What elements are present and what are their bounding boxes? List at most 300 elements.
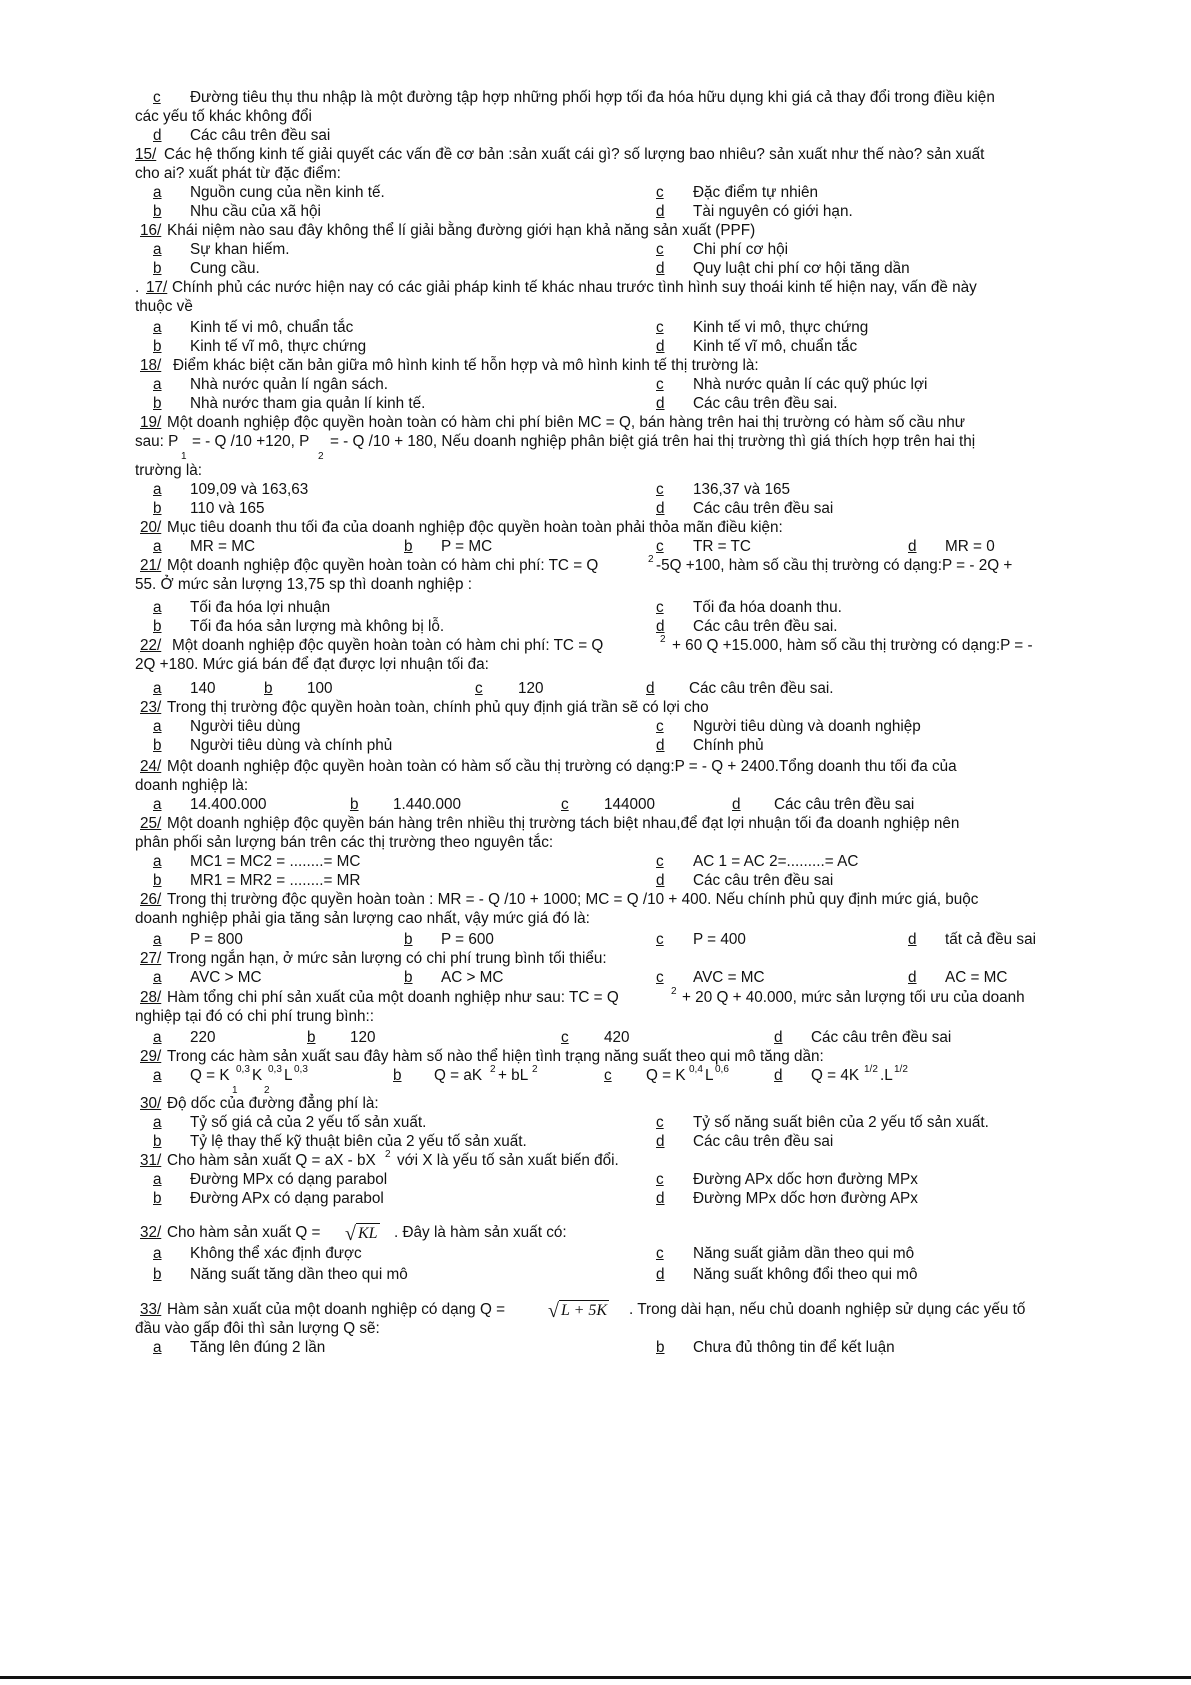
- option-letter: b: [264, 680, 273, 697]
- text-segment: Các câu trên đều sai: [693, 872, 834, 889]
- option-letter: b: [393, 1067, 402, 1084]
- option-letter: d: [908, 969, 917, 986]
- text-segment: Trong ngắn hạn, ở mức sản lượng có chi phí trung bình tối thiểu:: [167, 950, 607, 967]
- text-segment: Điểm khác biệt căn bản giữa mô hình kinh tế hỗn hợp và mô hình kinh tế thị trường là:: [173, 357, 759, 374]
- text-line: [0, 553, 1191, 575]
- superscript: 0,3: [294, 1063, 308, 1075]
- text-segment: Các hệ thống kinh tế giải quyết các vấn đề cơ bản :sản xuất cái gì? số lượng bao nhiêu? sản xuất như thế nào? sản xuất: [164, 146, 985, 163]
- option-letter: b: [153, 872, 162, 889]
- text-line: [0, 1148, 1191, 1170]
- option-letter: b: [153, 338, 162, 355]
- text-line: [0, 394, 1191, 413]
- option-letter: c: [656, 376, 664, 393]
- text-segment: cho ai? xuất phát từ đặc điểm:: [135, 165, 341, 182]
- text-segment: Các câu trên đều sai: [190, 127, 331, 144]
- script-text: [385, 1149, 391, 1168]
- radicand: KL: [357, 1225, 378, 1242]
- text-line: [0, 1007, 1191, 1026]
- text-line: [0, 1028, 1191, 1047]
- text-segment: Cho hàm sản xuất Q =: [167, 1224, 321, 1241]
- text-line: [0, 1265, 1191, 1284]
- option-letter: a: [153, 1171, 162, 1188]
- option-letter: d: [646, 680, 655, 697]
- text-line: [0, 356, 1191, 375]
- question-number: 16/: [140, 222, 162, 239]
- text-segment: Các câu trên đều sai.: [693, 618, 838, 635]
- text-segment: Một doanh nghiệp độc quyền bán hàng trên nhiều thị trường tách biệt nhau,để đạt lợi nhuận tối đa doanh nghiệp nên: [167, 815, 960, 832]
- text-segment: Tối đa hóa sản lượng mà không bị lỗ.: [190, 618, 445, 635]
- option-letter: b: [153, 500, 162, 517]
- option-letter: c: [656, 1114, 664, 1131]
- text-segment: Chính phủ các nước hiện nay có các giải pháp kinh tế khác nhau trước tình hình suy thoái kinh tế hiện nay, vấn đề này: [172, 279, 977, 296]
- option-letter: b: [404, 538, 413, 555]
- text-segment: Kinh tế vĩ mô, chuẩn tắc: [693, 338, 858, 355]
- text-line: [0, 88, 1191, 107]
- text-line: [0, 1338, 1191, 1357]
- text-segment: Người tiêu dùng và chính phủ: [190, 737, 393, 754]
- text-segment: -5Q +100, hàm số cầu thị trường có dạng:P = - 2Q +: [656, 557, 1013, 574]
- text-line: [0, 1113, 1191, 1132]
- option-letter: c: [656, 184, 664, 201]
- option-letter: a: [153, 1067, 162, 1084]
- text-segment: Đặc điểm tự nhiên: [693, 184, 819, 201]
- text-line: [0, 795, 1191, 814]
- subscript: 1: [232, 1085, 238, 1097]
- text-line: [0, 183, 1191, 202]
- text-segment: Cung cầu.: [190, 260, 260, 277]
- text-line: [0, 240, 1191, 259]
- text-segment: Trong thị trường độc quyền hoàn toàn : MR = - Q /10 + 1000; MC = Q /10 + 400. Nếu chính phủ quy định mức giá, buộc: [167, 891, 979, 908]
- text-segment: Đường MPx có dạng parabol: [190, 1171, 388, 1188]
- text-segment: Các câu trên đều sai.: [693, 395, 838, 412]
- text-segment: Tối đa hóa lợi nhuận: [190, 599, 331, 616]
- text-segment: Năng suất giảm dần theo qui mô: [693, 1245, 915, 1262]
- text-segment: AC 1 = AC 2=.........= AC: [693, 853, 859, 870]
- option-letter: b: [350, 796, 359, 813]
- option-letter: d: [732, 796, 741, 813]
- question-number: 27/: [140, 950, 162, 967]
- script-text: [660, 634, 666, 653]
- text-line: [0, 679, 1191, 698]
- text-segment: Kinh tế vĩ mô, thực chứng: [190, 338, 367, 355]
- text-segment: + bL: [498, 1067, 529, 1084]
- text-line: [0, 575, 1191, 594]
- text-line: [0, 413, 1191, 432]
- text-line: [0, 375, 1191, 394]
- question-number: 29/: [140, 1048, 162, 1065]
- option-letter: b: [153, 618, 162, 635]
- text-segment: Mục tiêu doanh thu tối đa của doanh nghiệp độc quyền hoàn toàn phải thỏa mãn điều kiện:: [167, 519, 783, 536]
- text-line: [0, 776, 1191, 795]
- option-letter: a: [153, 931, 162, 948]
- text-line: [0, 930, 1191, 949]
- text-line: [0, 949, 1191, 968]
- text-segment: .L: [880, 1067, 893, 1084]
- option-letter: c: [656, 853, 664, 870]
- text-segment: 136,37 và 165: [693, 481, 790, 498]
- option-letter: b: [307, 1029, 316, 1046]
- question-number: 25/: [140, 815, 162, 832]
- question-number: 26/: [140, 891, 162, 908]
- option-letter: c: [153, 89, 161, 106]
- option-letter: b: [404, 969, 413, 986]
- superscript: 2: [660, 633, 666, 645]
- text-line: [0, 432, 1191, 463]
- option-letter: b: [656, 1339, 665, 1356]
- option-letter: a: [153, 599, 162, 616]
- text-line: [0, 259, 1191, 278]
- text-segment: Q = 4K: [811, 1067, 860, 1084]
- script-text: [532, 1064, 538, 1083]
- text-line: [0, 337, 1191, 356]
- text-segment: thuộc về: [135, 298, 193, 315]
- script-text: [864, 1064, 878, 1083]
- text-segment: Một doanh nghiệp độc quyền hoàn toàn có hàm chi phí biên MC = Q, bán hàng trên hai thị trường có hàm số cầu như: [167, 414, 965, 431]
- option-letter: a: [153, 538, 162, 555]
- text-segment: + 20 Q + 40.000, mức sản lượng tối ưu của doanh: [682, 989, 1025, 1006]
- option-letter: b: [153, 203, 162, 220]
- radical-sign: √: [345, 1223, 356, 1245]
- superscript: 1/2: [894, 1063, 908, 1075]
- text-line: [0, 617, 1191, 636]
- text-segment: Không thể xác định được: [190, 1245, 362, 1262]
- option-letter: d: [908, 538, 917, 555]
- text-segment: AVC = MC: [693, 969, 765, 986]
- text-line: [0, 871, 1191, 890]
- option-letter: d: [656, 737, 665, 754]
- question-number: 20/: [140, 519, 162, 536]
- text-segment: Nhà nước quản lí ngân sách.: [190, 376, 389, 393]
- text-segment: Trong thị trường độc quyền hoàn toàn, chính phủ quy định giá trần sẽ có lợi cho: [167, 699, 709, 716]
- text-segment: K: [252, 1067, 263, 1084]
- text-line: [0, 655, 1191, 674]
- option-letter: d: [656, 1190, 665, 1207]
- text-segment: 2Q +180. Mức giá bán để đạt được lợi nhuận tối đa:: [135, 656, 489, 673]
- script-text: [294, 1064, 308, 1083]
- text-segment: MR1 = MR2 = ........= MR: [190, 872, 361, 889]
- text-segment: Quy luật chi phí cơ hội tăng dần: [693, 260, 910, 277]
- text-segment: MC1 = MC2 = ........= MC: [190, 853, 361, 870]
- text-segment: 14.400.000: [190, 796, 267, 813]
- option-letter: a: [153, 1114, 162, 1131]
- option-letter: a: [153, 376, 162, 393]
- option-letter: d: [656, 500, 665, 517]
- text-segment: Tỷ lệ thay thế kỹ thuật biên của 2 yếu tố sản xuất.: [190, 1133, 527, 1150]
- text-segment: Kinh tế vi mô, thực chứng: [693, 319, 869, 336]
- text-segment: Nhà nước tham gia quản lí kinh tế.: [190, 395, 426, 412]
- text-segment: P = MC: [441, 538, 493, 555]
- option-letter: c: [656, 1171, 664, 1188]
- text-line: [0, 318, 1191, 337]
- text-segment: Các câu trên đều sai: [693, 500, 834, 517]
- text-line: [0, 164, 1191, 183]
- text-segment: 110 và 165: [190, 500, 265, 517]
- option-letter: d: [656, 1266, 665, 1283]
- option-letter: c: [604, 1067, 612, 1084]
- text-segment: Năng suất không đổi theo qui mô: [693, 1266, 918, 1283]
- text-line: [0, 890, 1191, 909]
- text-segment: = - Q /10 + 180, Nếu doanh nghiệp phân biệt giá trên hai thị trường thì giá thích hợp trên hai thị: [330, 433, 976, 450]
- script-text: [490, 1064, 496, 1083]
- text-line: [0, 1170, 1191, 1189]
- text-segment: Tỷ số năng suất biên của 2 yếu tố sản xuất.: [693, 1114, 989, 1131]
- text-line: [0, 1189, 1191, 1208]
- option-letter: d: [656, 395, 665, 412]
- text-segment: L: [284, 1067, 293, 1084]
- script-text: [236, 1064, 250, 1083]
- option-letter: c: [475, 680, 483, 697]
- superscript: 0,3: [236, 1063, 250, 1075]
- text-segment: . Trong dài hạn, nếu chủ doanh nghiệp sử dụng các yếu tố: [629, 1301, 1026, 1318]
- superscript: 2: [532, 1063, 538, 1075]
- text-segment: Hàm tổng chi phí sản xuất của một doanh nghiệp như sau: TC = Q: [167, 989, 619, 1006]
- text-segment: Các câu trên đều sai: [774, 796, 915, 813]
- text-segment: P = 800: [190, 931, 243, 948]
- superscript: 2: [671, 985, 677, 997]
- option-letter: d: [908, 931, 917, 948]
- text-segment: Các câu trên đều sai: [693, 1133, 834, 1150]
- option-letter: d: [656, 1133, 665, 1150]
- option-letter: a: [153, 680, 162, 697]
- text-line: [0, 1063, 1191, 1097]
- text-line: [0, 126, 1191, 145]
- option-letter: d: [153, 127, 162, 144]
- text-segment: Một doanh nghiệp độc quyền hoàn toàn có hàm số cầu thị trường có dạng:P = - Q + 2400.Tổng doanh thu tối đa của: [167, 758, 957, 775]
- text-segment: = - Q /10 +120, P: [192, 433, 310, 450]
- text-segment: Một doanh nghiệp độc quyền hoàn toàn có hàm chi phí: TC = Q: [172, 637, 604, 654]
- option-letter: a: [153, 241, 162, 258]
- text-segment: L: [705, 1067, 714, 1084]
- superscript: 0,3: [268, 1063, 282, 1075]
- subscript: 2: [264, 1085, 270, 1097]
- text-segment: TR = TC: [693, 538, 751, 555]
- text-segment: . Đây là hàm sản xuất có:: [394, 1224, 567, 1241]
- question-number: 24/: [140, 758, 162, 775]
- text-segment: 109,09 và 163,63: [190, 481, 309, 498]
- text-segment: Kinh tế vi mô, chuẩn tắc: [190, 319, 354, 336]
- text-segment: 55. Ở mức sản lượng 13,75 sp thì doanh nghiệp :: [135, 576, 473, 593]
- option-letter: d: [656, 338, 665, 355]
- question-number: 19/: [140, 414, 162, 431]
- superscript: 0,6: [715, 1063, 729, 1075]
- option-letter: b: [404, 931, 413, 948]
- text-segment: Một doanh nghiệp độc quyền hoàn toàn có hàm chi phí: TC = Q: [167, 557, 599, 574]
- option-letter: d: [774, 1029, 783, 1046]
- option-letter: d: [656, 260, 665, 277]
- text-line: [0, 297, 1191, 316]
- text-line: [0, 202, 1191, 221]
- script-text: [894, 1064, 908, 1083]
- text-segment: doanh nghiệp là:: [135, 777, 249, 794]
- text-segment: Q = K: [190, 1067, 230, 1084]
- radicand: L + 5K: [560, 1302, 608, 1319]
- text-line: [0, 717, 1191, 736]
- script-text: [648, 554, 654, 573]
- superscript: 2: [648, 553, 654, 565]
- question-number: 22/: [140, 637, 162, 654]
- text-segment: Đường APx dốc hơn đường MPx: [693, 1171, 918, 1188]
- question-number: 31/: [140, 1152, 162, 1169]
- text-line: [0, 909, 1191, 928]
- option-letter: a: [153, 853, 162, 870]
- option-letter: c: [656, 599, 664, 616]
- script-text: [268, 1064, 282, 1083]
- text-segment: 140: [190, 680, 216, 697]
- text-segment: AC = MC: [945, 969, 1008, 986]
- question-number: 15/: [135, 146, 157, 163]
- option-letter: b: [153, 395, 162, 412]
- text-line: [0, 1094, 1191, 1113]
- question-number: 32/: [140, 1224, 162, 1241]
- text-segment: trường là:: [135, 462, 203, 479]
- option-letter: c: [656, 718, 664, 735]
- option-letter: a: [153, 1245, 162, 1262]
- text-line: [0, 698, 1191, 717]
- option-letter: a: [153, 184, 162, 201]
- script-text: [715, 1064, 729, 1083]
- page-bottom-rule: [0, 1676, 1191, 1679]
- option-letter: c: [656, 538, 664, 555]
- text-segment: Các câu trên đều sai: [811, 1029, 952, 1046]
- text-segment: MR = MC: [190, 538, 256, 555]
- text-segment: sau: P: [135, 433, 179, 450]
- question-number: 33/: [140, 1301, 162, 1318]
- text-segment: 144000: [604, 796, 656, 813]
- text-segment: P = 400: [693, 931, 746, 948]
- text-segment: Chi phí cơ hội: [693, 241, 789, 258]
- text-line: [0, 145, 1191, 164]
- question-number: 18/: [140, 357, 162, 374]
- superscript: 0,4: [689, 1063, 703, 1075]
- text-line: [0, 1319, 1191, 1338]
- option-letter: b: [153, 1190, 162, 1207]
- text-segment: Nhà nước quản lí các quỹ phúc lợi: [693, 376, 928, 393]
- script-text: [671, 986, 677, 1005]
- text-segment: Đường APx có dạng parabol: [190, 1190, 384, 1207]
- text-line: [0, 480, 1191, 499]
- text-segment: Người tiêu dùng: [190, 718, 301, 735]
- text-segment: AVC > MC: [190, 969, 262, 986]
- option-letter: a: [153, 969, 162, 986]
- text-segment: Độ dốc của đường đẳng phí là:: [167, 1095, 379, 1112]
- option-letter: d: [656, 872, 665, 889]
- text-segment: nghiệp tại đó có chi phí trung bình::: [135, 1008, 374, 1025]
- text-segment: phân phối sản lượng bán trên các thị trường theo nguyên tắc:: [135, 834, 554, 851]
- text-segment: Tài nguyên có giới hạn.: [693, 203, 853, 220]
- question-number: 17/: [146, 279, 168, 296]
- text-segment: Năng suất tăng dần theo qui mô: [190, 1266, 408, 1283]
- text-segment: đầu vào gấp đôi thì sản lượng Q sẽ:: [135, 1320, 380, 1337]
- text-line: [0, 968, 1191, 987]
- text-line: [0, 278, 1191, 297]
- text-line: [0, 518, 1191, 537]
- text-segment: Các câu trên đều sai.: [689, 680, 834, 697]
- text-segment: doanh nghiệp phải gia tăng sản lượng cao nhất, vậy mức giá đó là:: [135, 910, 590, 927]
- option-letter: b: [153, 260, 162, 277]
- option-letter: c: [561, 796, 569, 813]
- text-line: [0, 461, 1191, 480]
- text-segment: Đường MPx dốc hơn đường APx: [693, 1190, 918, 1207]
- text-line: [0, 107, 1191, 126]
- text-line: [0, 598, 1191, 617]
- option-letter: d: [656, 618, 665, 635]
- question-number: 21/: [140, 557, 162, 574]
- text-line: [0, 221, 1191, 240]
- option-letter: b: [153, 1133, 162, 1150]
- question-number: 30/: [140, 1095, 162, 1112]
- text-segment: Khái niệm nào sau đây không thể lí giải bằng đường giới hạn khả năng sản xuất (PPF): [167, 222, 756, 239]
- text-segment: 1.440.000: [393, 796, 462, 813]
- text-segment: Nguồn cung của nền kinh tế.: [190, 184, 385, 201]
- text-segment: P = 600: [441, 931, 494, 948]
- subscript: 2: [318, 451, 324, 463]
- text-segment: Trong các hàm sản xuất sau đây hàm số nào thể hiện tình trạng năng suất theo qui mô tăng dần:: [167, 1048, 824, 1065]
- text-segment: Tăng lên đúng 2 lần: [190, 1339, 326, 1356]
- option-letter: a: [153, 481, 162, 498]
- text-segment: Q = aK: [434, 1067, 483, 1084]
- text-segment: Hàm sản xuất của một doanh nghiệp có dạng Q =: [167, 1301, 506, 1318]
- text-segment: MR = 0: [945, 538, 995, 555]
- text-line: [0, 499, 1191, 518]
- option-letter: c: [656, 1245, 664, 1262]
- question-number: 23/: [140, 699, 162, 716]
- text-segment: 120: [350, 1029, 376, 1046]
- text-segment: Sự khan hiếm.: [190, 241, 290, 258]
- option-letter: a: [153, 1339, 162, 1356]
- text-line: [0, 1047, 1191, 1066]
- text-segment: Q = K: [646, 1067, 686, 1084]
- text-line: [0, 814, 1191, 833]
- text-line: [0, 1244, 1191, 1263]
- text-segment: các yếu tố khác không đổi: [135, 108, 312, 125]
- superscript: 2: [490, 1063, 496, 1075]
- script-text: [318, 441, 324, 463]
- text-line: [0, 1223, 1191, 1245]
- text-line: [0, 537, 1191, 556]
- text-segment: Chưa đủ thông tin để kết luận: [693, 1339, 895, 1356]
- option-letter: c: [656, 319, 664, 336]
- text-segment: tất cả đều sai: [945, 931, 1036, 948]
- option-letter: c: [656, 969, 664, 986]
- text-line: [0, 1132, 1191, 1151]
- text-segment: .: [135, 279, 140, 296]
- radical-sign: √: [548, 1300, 559, 1322]
- option-letter: d: [656, 203, 665, 220]
- option-letter: c: [656, 241, 664, 258]
- text-segment: Chính phủ: [693, 737, 764, 754]
- text-segment: AC > MC: [441, 969, 504, 986]
- text-segment: + 60 Q +15.000, hàm số cầu thị trường có dạng:P = -: [672, 637, 1033, 654]
- option-letter: c: [656, 931, 664, 948]
- option-letter: a: [153, 718, 162, 735]
- script-text: [689, 1064, 703, 1083]
- text-segment: 220: [190, 1029, 216, 1046]
- question-number: 28/: [140, 989, 162, 1006]
- text-segment: Cho hàm sản xuất Q = aX - bX: [167, 1152, 376, 1169]
- text-line: [0, 1300, 1191, 1322]
- option-letter: c: [656, 481, 664, 498]
- text-segment: Tối đa hóa doanh thu.: [693, 599, 842, 616]
- text-line: [0, 833, 1191, 852]
- option-letter: d: [774, 1067, 783, 1084]
- script-text: [181, 441, 187, 463]
- text-line: [0, 633, 1191, 655]
- text-segment: với X là yếu tố sản xuất biến đổi.: [397, 1152, 619, 1169]
- text-line: [0, 757, 1191, 776]
- text-segment: Đường tiêu thụ thu nhập là một đường tập hợp những phối hợp tối đa hóa hữu dụng khi giá cả thay đổi trong điều kiện: [190, 89, 995, 106]
- text-line: [0, 852, 1191, 871]
- option-letter: a: [153, 796, 162, 813]
